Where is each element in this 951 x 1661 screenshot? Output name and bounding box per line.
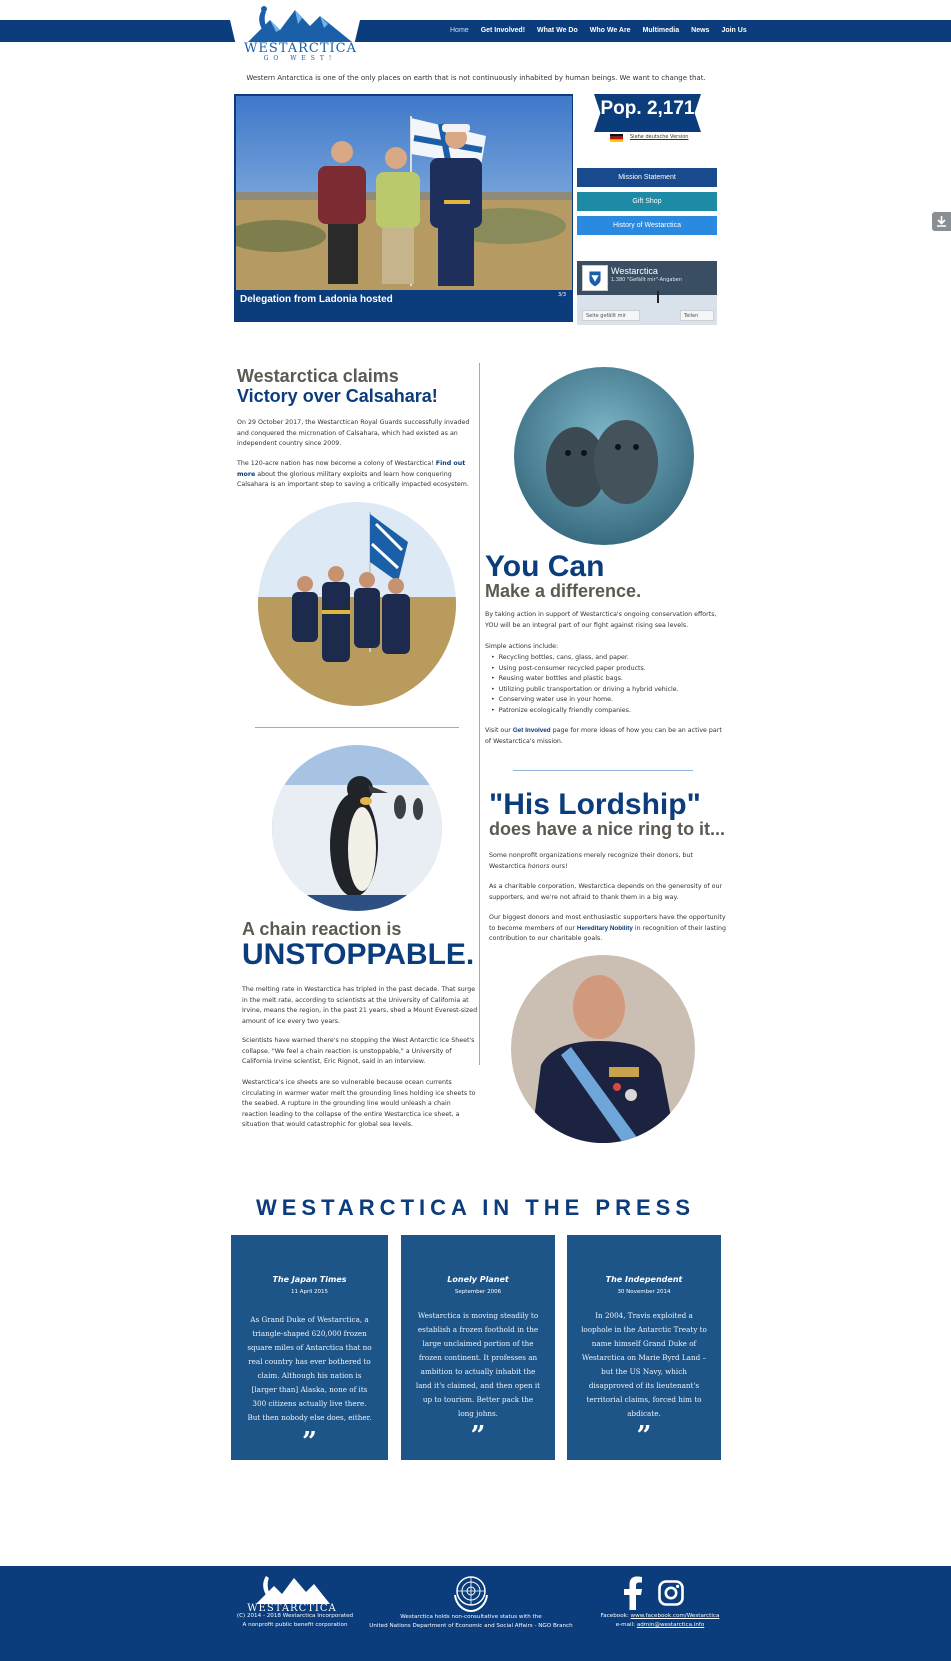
calsahara-text-a: The 120-acre nation has now become a colony of Westarctica! [237,460,436,467]
nav-who-we-are[interactable]: Who We Are [589,27,631,34]
facebook-like-button[interactable] [582,310,640,321]
press-card-lonely-planet [401,1235,555,1460]
footer-contact [575,1612,745,1630]
list-item: • Patronize ecologically friendly companies. [498,706,728,717]
german-version-link[interactable]: Siehe deutsche Version [630,134,689,140]
lordship-text-c: Our biggest donors and most enthusiastic supporters have the opportunity to become members of our [489,914,726,932]
press-source: The Japan Times [272,1275,347,1284]
press-date: 30 November 2014 [617,1289,671,1295]
chain-paragraph-2: Scientists have warned there's no stopping the West Antarctic Ice Sheet's collapse. "We feel a chain reaction is unstoppable," a University of California Irvine scientist, Eric Rignot, said in an interview. [242,1037,475,1065]
calsahara-title-line1: Westarctica claims [237,366,399,386]
hereditary-nobility-link[interactable]: Hereditary Nobility [576,924,633,932]
un-line-1: Westarctica holds non-consultative status with the [400,1614,542,1620]
un-line-2: United Nations Department of Economic and Social Affairs - NGO Branch [369,1623,573,1629]
grand-duke-portrait [511,955,696,1143]
slideshow-counter: 3/3 [558,292,567,298]
footer-facebook-line [575,1612,745,1621]
facebook-share-button[interactable] [680,310,714,321]
press-source: The Independent [605,1275,683,1284]
page-tagline: Western Antarctica is one of the only places on earth that is not continuously inhabited by human beings. We want to change that. [246,74,706,82]
press-quote: Westarctica is moving steadily to establish a frozen foothold in the large unclaimed portion of the frozen continent. It professes an ambition to actually inhabit the land it's claimed, and then open it up to tourism. Better pack the long johns. [415,1311,541,1418]
facebook-like-count: 1.380 "Gefällt mir"-Angaben [611,277,682,283]
history-button[interactable]: History of Westarctica [577,216,717,235]
email-label: e-mail: [615,1622,637,1628]
press-card-japan-times [231,1235,388,1460]
facebook-share-label: Teilen [684,313,699,319]
main-nav [444,20,753,42]
westarctica-crest-icon[interactable] [582,265,608,291]
footer-wordmark: WESTARCTICA [247,1603,337,1614]
email-link[interactable]: admin@westarctica.info [636,1622,705,1628]
list-item: • Reusing water bottles and plastic bags. [498,674,728,685]
united-nations-emblem-icon [450,1573,492,1613]
press-source: Lonely Planet [447,1275,509,1284]
press-date: 11 April 2015 [290,1289,329,1295]
slideshow-photo[interactable] [236,96,572,290]
quote-mark-icon: ” [636,1421,652,1451]
actions-list [498,653,728,716]
column-divider [479,363,480,1065]
find-out-more-link[interactable]: Find out more [237,460,466,478]
logo-slogan: GO WEST! [263,55,337,62]
calsahara-text-b: about the glorious military exploits and learn how conquering Calsahara is an important step to saving a critically impacted ecosystem. [237,470,469,488]
logo-wordmark: WESTARCTICA [244,41,357,56]
nav-news[interactable]: News [691,27,710,34]
nav-join-us[interactable]: Join Us [721,27,747,34]
calsahara-paragraph-1: On 29 October 2017, the Westarctican Royal Guards successfully invaded and conquered the micronation of Calsahara, which had existed as an independent country since 2009. [237,419,470,447]
gift-shop-button[interactable]: Gift Shop [577,192,717,211]
you-can-list-intro: Simple actions include: [485,643,559,650]
mission-statement-button[interactable]: Mission Statement [577,168,717,187]
list-item: • Utilizing public transportation or driving a hybrid vehicle. [498,685,728,696]
lordship-title: "His Lordship" [489,788,701,821]
you-can-title: You Can [485,550,605,583]
lordship-paragraph-3 [489,913,727,945]
seals-photo [514,367,694,545]
press-card-independent [567,1235,721,1460]
press-quote: In 2004, Travis exploited a loophole in the Antarctic Treaty to name himself Grand Duke of Westarctica on Marie Byrd Land – but the US Navy, which disapproved of its lieutenant's territorial claims, forced him to abdicate. [581,1311,707,1418]
section-divider-left [255,727,459,728]
lordship-paragraph-1 [489,851,727,872]
nav-home[interactable]: Home [450,27,469,34]
facebook-icon[interactable] [622,1576,644,1610]
chain-paragraph-1: The melting rate in Westarctica has tripled in the past decade. That surge in the melt rate, according to scientists at the University of California at Irvine, means the region, in the past 21 years, shed a Mount Everest-sized amount of ice every two years. [242,986,478,1025]
you-can-text-b: page for more ideas of how you can be an active part of Westarctica's mission. [485,727,722,745]
royal-guards-photo [258,502,456,707]
list-item: • Conserving water use in your home. [498,695,728,706]
press-quote: As Grand Duke of Westarctica, a triangle-shaped 620,000 frozen square miles of Antarctica that no real country has ever bothered to claim. Although his nation is [larger than] Alaska, none of its 300 citizens actually live there. But then nobody else does, either. [247,1315,372,1422]
facebook-label: Facebook: [600,1613,631,1619]
footer-email-line [575,1621,745,1630]
instagram-icon[interactable] [658,1580,684,1606]
facebook-link[interactable]: www.facebook.com/Westarctica [630,1613,720,1619]
chain-reaction-title: A chain reaction is [242,919,402,939]
nav-multimedia[interactable]: Multimedia [642,27,680,34]
section-divider-right [513,770,693,771]
you-can-text-a: Visit our [485,727,513,734]
facebook-page-name[interactable]: Westarctica [611,266,658,276]
slideshow-caption: Delegation from Ladonia hosted [240,294,393,305]
download-icon[interactable] [932,212,951,231]
nav-get-involved[interactable]: Get Involved! [480,27,526,34]
press-date: September 2006 [454,1289,502,1295]
footer-un-status [356,1613,586,1631]
quote-mark-icon: ” [470,1421,486,1451]
nonprofit-line: A nonprofit public benefit corporation [242,1622,348,1628]
population-count: Pop. 2,171 [600,98,695,119]
chain-paragraph-3: Westarctica's ice sheets are so vulnerable because ocean currents circulating in warmer water melt the grounding lines holding ice sheets to the seabed. A rupture in the grounding line would unleash a chain reaction leading to the collapse of the entire Westarctica ice sheet, a situation that would catastrophic for global sea levels. [242,1079,476,1128]
lordship-text-d: in recognition of their lasting contribution to our charitable goals. [489,924,726,942]
get-involved-link[interactable]: Get Involved [512,727,551,734]
quote-mark-icon: ” [302,1427,317,1457]
lordship-emphasis: honors [527,862,550,870]
copyright-line: (C) 2014 - 2018 Westarctica Incorporated [236,1613,354,1619]
you-can-paragraph-3 [485,726,725,747]
penguin-photo [272,745,442,911]
list-item: • Using post-consumer recycled paper products. [498,664,728,675]
you-can-paragraph-1: By taking action in support of Westarctica's ongoing conservation efforts, YOU will be an integral part of our fight against rising sea levels. [485,611,717,629]
german-flag-icon[interactable] [610,134,623,142]
you-can-subtitle: Make a difference. [485,581,642,601]
lordship-paragraph-2: As a charitable corporation, Westarctica depends on the generosity of our supporters, and we're not afraid to thank them in a big way. [489,883,723,901]
lordship-text-b: ours! [549,862,568,870]
lordship-subtitle: does have a nice ring to it... [489,819,726,839]
nav-what-we-do[interactable]: What We Do [537,27,578,34]
lordship-text-a: Some nonprofit organizations merely recognize their donors, but Westarctica [489,852,693,870]
list-item: • Recycling bottles, cans, glass, and paper. [498,653,728,664]
chain-reaction-subtitle: UNSTOPPABLE. [242,938,475,971]
calsahara-paragraph-2 [237,459,473,491]
calsahara-title-line2: Victory over Calsahara! [237,386,438,406]
footer-copyright [230,1612,360,1630]
press-section-title: WESTARCTICA IN THE PRESS [255,1195,695,1220]
facebook-like-label: Seite gefällt mir [586,313,626,319]
